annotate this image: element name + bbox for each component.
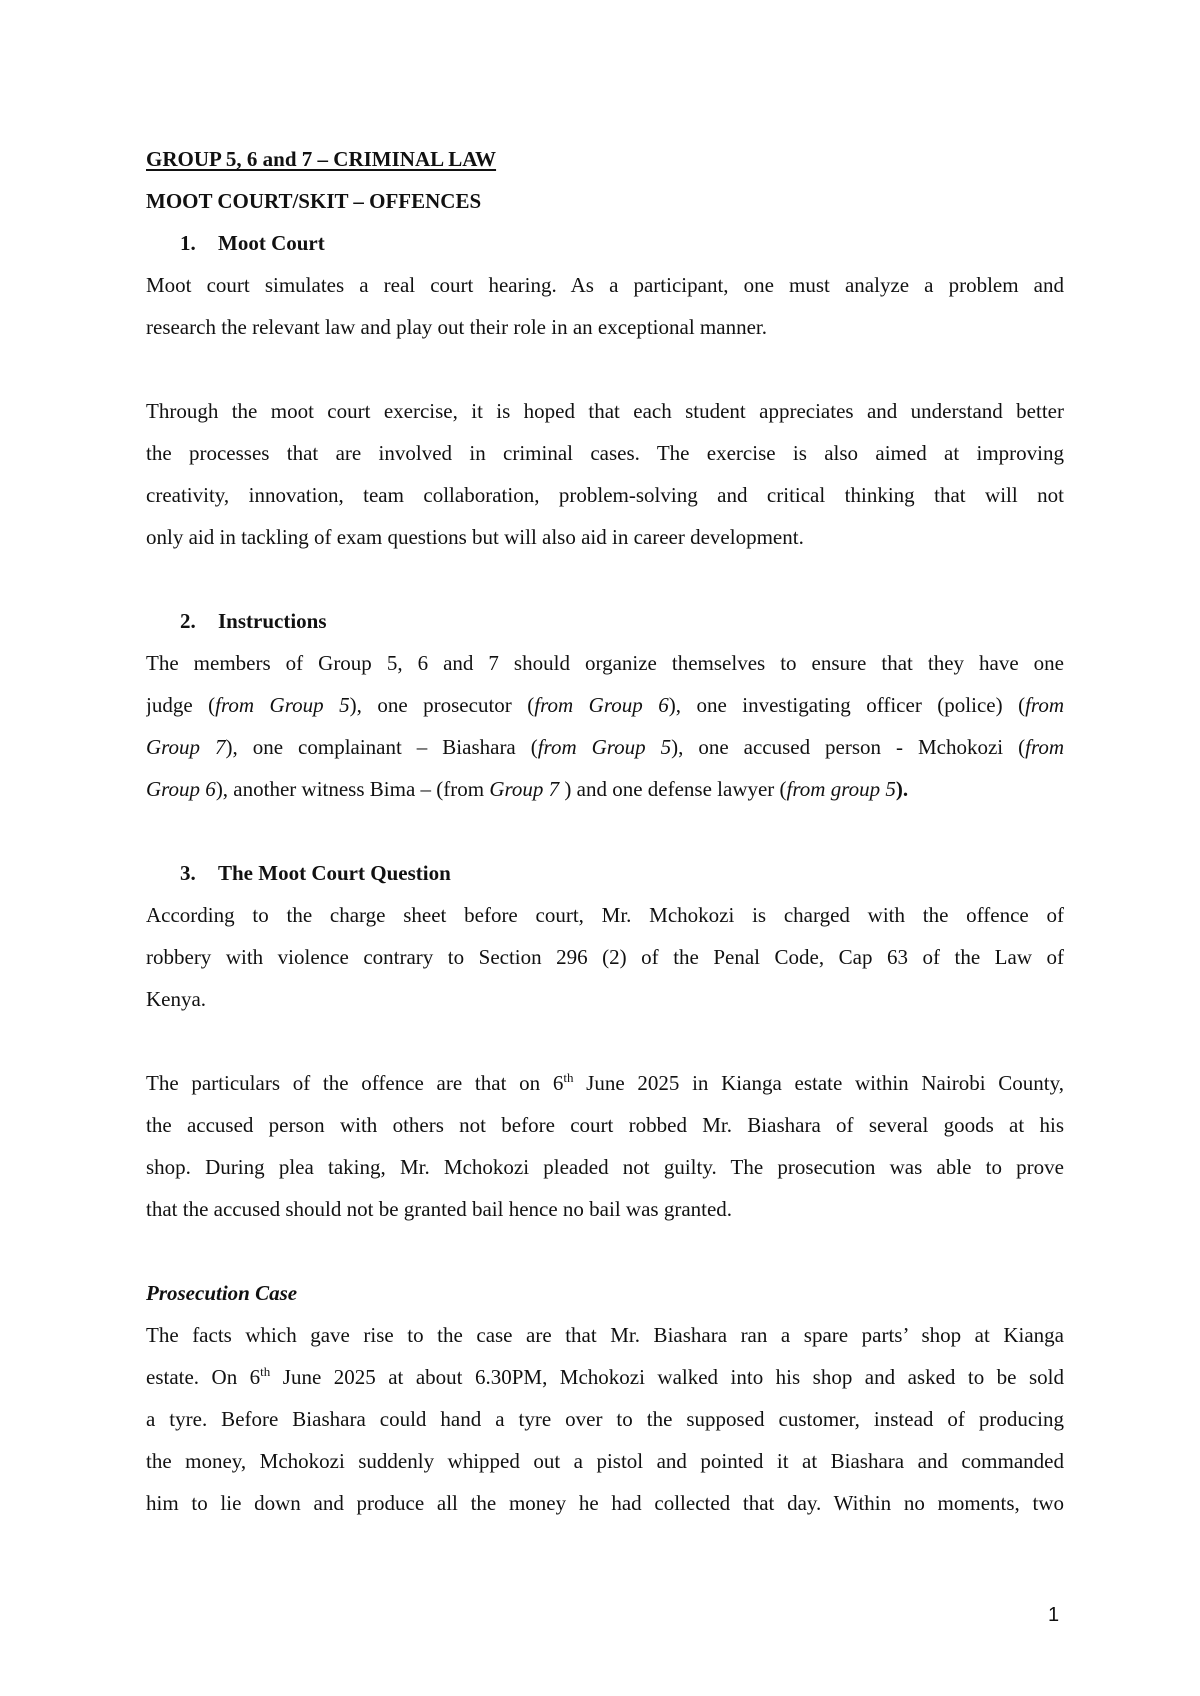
paragraph-line: him to lie down and produce all the money he had collected that day. Within no moments, two [146, 1491, 1064, 1515]
section-title: Moot Court [218, 231, 325, 255]
section-number: 3. [180, 861, 196, 885]
paragraph-spacer [146, 558, 1064, 600]
paragraph-line: Group 7), one complainant – Biashara (from Group 5), one accused person - Mchokozi (from [146, 735, 1064, 759]
section-title: Instructions [218, 609, 327, 633]
paragraph-line: only aid in tackling of exam questions but will also aid in career development. [146, 525, 804, 549]
paragraph-line: Kenya. [146, 987, 207, 1011]
paragraph-line: estate. On 6th June 2025 at about 6.30PM, Mchokozi walked into his shop and asked to be sold [146, 1364, 1064, 1389]
paragraph-line: robbery with violence contrary to Section 296 (2) of the Penal Code, Cap 63 of the Law of [146, 945, 1064, 969]
paragraph-line: research the relevant law and play out their role in an exceptional manner. [146, 315, 767, 339]
document-subtitle: MOOT COURT/SKIT – OFFENCES [146, 189, 482, 213]
section-number: 2. [180, 609, 196, 633]
page-number: 1 [1048, 1604, 1060, 1626]
paragraph-line: a tyre. Before Biashara could hand a tyre over to the supposed customer, instead of producing [146, 1407, 1064, 1431]
paragraph-line: the accused person with others not before court robbed Mr. Biashara of several goods at his [146, 1113, 1064, 1137]
paragraph-line: the money, Mchokozi suddenly whipped out a pistol and pointed it at Biashara and commanded [146, 1449, 1064, 1473]
paragraph-line: According to the charge sheet before court, Mr. Mchokozi is charged with the offence of [146, 903, 1064, 927]
document-body [146, 138, 1064, 1524]
paragraph-line: Moot court simulates a real court hearing. As a participant, one must analyze a problem and [146, 273, 1064, 297]
subheading-prosecution-case: Prosecution Case [146, 1281, 298, 1305]
section-heading-instructions [146, 600, 1064, 642]
paragraph-spacer [146, 810, 1064, 852]
paragraph-line: creativity, innovation, team collaboration, problem-solving and critical thinking that will not [146, 483, 1064, 507]
paragraph-line: judge (from Group 5), one prosecutor (from Group 6), one investigating officer (police) (from [146, 693, 1064, 717]
section-number: 1. [180, 231, 196, 255]
section-title: The Moot Court Question [218, 861, 451, 885]
paragraph-spacer [146, 1020, 1064, 1062]
document-title: GROUP 5, 6 and 7 – CRIMINAL LAW [146, 147, 497, 171]
paragraph-line: The facts which gave rise to the case are that Mr. Biashara ran a spare parts’ shop at Kianga [146, 1323, 1064, 1347]
paragraph-line: The members of Group 5, 6 and 7 should organize themselves to ensure that they have one [146, 651, 1064, 675]
paragraph-line: The particulars of the offence are that on 6th June 2025 in Kianga estate within Nairobi County, [146, 1070, 1064, 1095]
paragraph-line: Group 6), another witness Bima – (from Group 7 ) and one defense lawyer (from group 5). [146, 777, 909, 801]
paragraph-line: the processes that are involved in criminal cases. The exercise is also aimed at improving [146, 441, 1064, 465]
paragraph-spacer [146, 348, 1064, 390]
paragraph-line: that the accused should not be granted bail hence no bail was granted. [146, 1197, 733, 1221]
paragraph-line: shop. During plea taking, Mr. Mchokozi pleaded not guilty. The prosecution was able to prove [146, 1155, 1064, 1179]
section-heading-moot-court [146, 222, 1064, 264]
paragraph-line: Through the moot court exercise, it is hoped that each student appreciates and understand better [146, 399, 1064, 423]
section-heading-moot-court-question [146, 852, 1064, 894]
paragraph-spacer [146, 1230, 1064, 1272]
